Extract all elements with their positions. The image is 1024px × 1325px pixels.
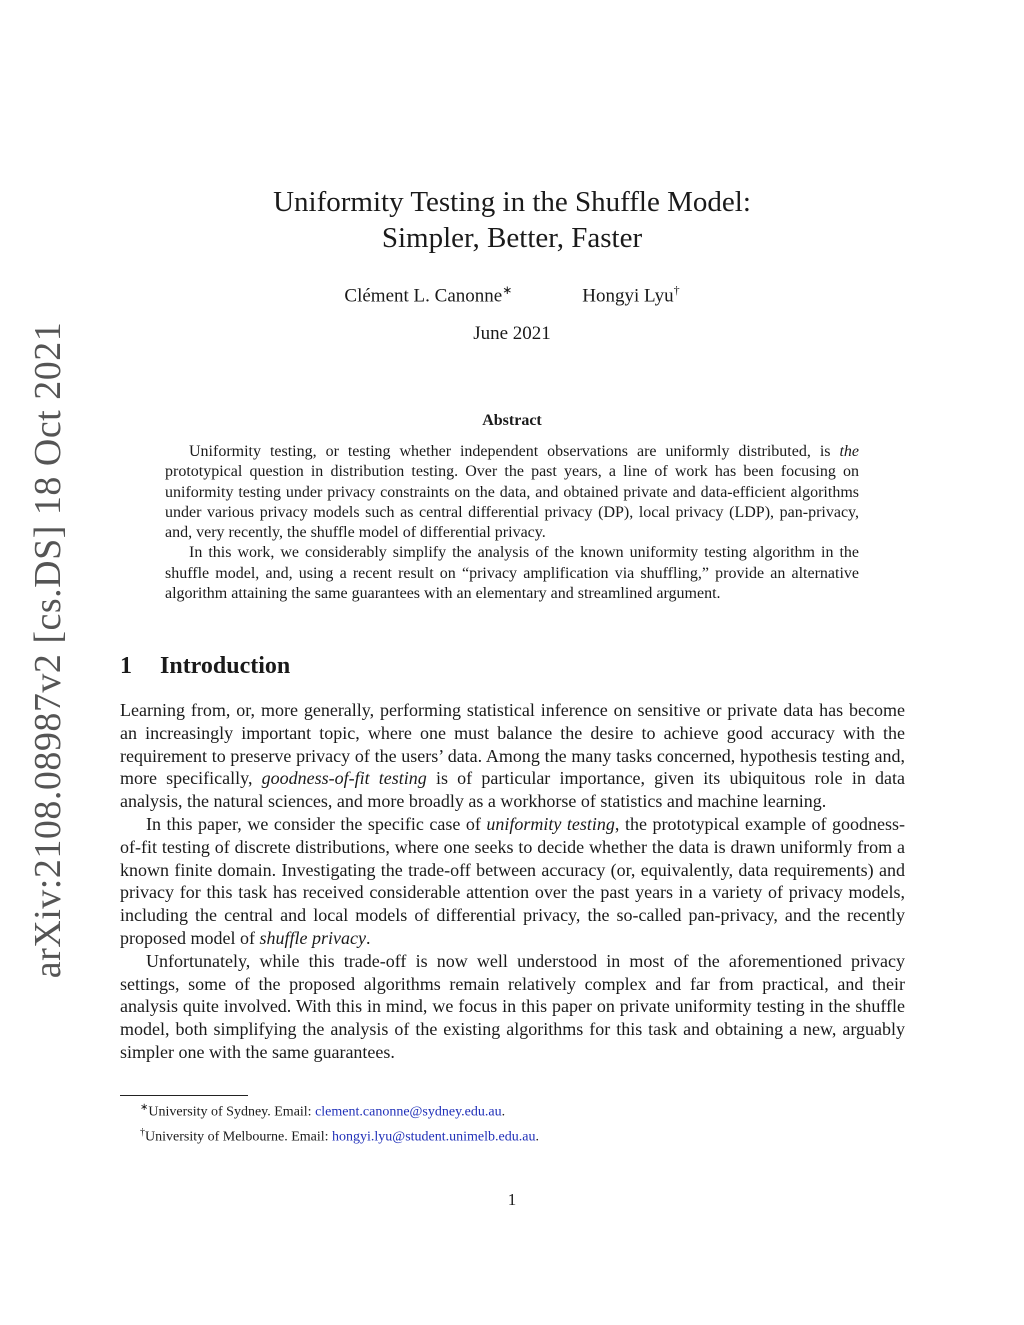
body-paragraph-2: In this paper, we consider the specific case of uniformity testing, the prototypical example of goodness-of-fit testing of discrete distributions, where one seeks to decide whether the data is drawn uniformly from a known finite domain. Investigating the trade-off between accuracy (or, equivalently, data requirements) and privacy for this task has received considerable attention over the past years in a variety of privacy models, including the central and local models of differential privacy, the so-called pan-privacy, and the recently proposed model of shuffle privacy.: [120, 813, 905, 948]
footnote-1: ∗University of Sydney. Email: clement.canonne@sydney.edu.au.: [140, 1102, 506, 1120]
section-title: Introduction: [160, 653, 291, 679]
abstract-heading: Abstract: [482, 412, 542, 429]
arxiv-identifier: arXiv:2108.08987v2 [cs.DS] 18 Oct 2021: [27, 321, 69, 979]
title-line-1: Uniformity Testing in the Shuffle Model:: [273, 186, 751, 218]
body-paragraph-1: Learning from, or, more generally, performing statistical inference on sensitive or private data has become an increasingly important topic, where one must balance the desire to achieve good accuracy with the requirement to preserve privacy of the users’ data. Among the many tasks concerned, hypothesis testing and, more specifically, goodness-of-fit testing is of particular importance, given its ubiquitous role in data analysis, the natural sciences, and more broadly as a workhorse of statistics and machine learning.: [120, 700, 905, 812]
abstract-body: [165, 442, 859, 604]
abstract-paragraph-2: In this work, we considerably simplify the analysis of the known uniformity testing algorithm in the shuffle model, and, using a recent result on “privacy amplification via shuffling,” provide an alternative algorithm attaining the same guarantees with an elementary and streamlined argument.: [165, 544, 859, 603]
abstract-paragraph-1: Uniformity testing, or testing whether independent observations are uniformly distributed, is the prototypical question in distribution testing. Over the past years, a line of work has been focusing on uniformity testing under privacy constraints on the data, and obtained private and data-efficient algorithms under various privacy models such as central differential privacy (DP), local privacy (LDP), pan-privacy, and, very recently, the shuffle model of differential privacy.: [165, 443, 859, 542]
section-number: 1: [120, 653, 132, 679]
author-2-mark: †: [673, 283, 680, 297]
page-number: 1: [507, 1190, 517, 1209]
footnote-divider: [120, 1095, 248, 1096]
introduction-body: [120, 699, 905, 1064]
section-heading: [120, 653, 290, 680]
author-list: [0, 283, 1024, 307]
footnote-2: †University of Melbourne. Email: hongyi.lyu@student.unimelb.edu.au.: [140, 1126, 539, 1145]
author-1-mark: ∗: [502, 283, 513, 297]
author-2: Hongyi Lyu†: [582, 283, 680, 307]
body-paragraph-3: Unfortunately, while this trade-off is now well understood in most of the aforementioned privacy settings, some of the proposed algorithms remain relatively complex and far from practical, and their analysis quite involved. With this in mind, we focus in this paper on private uniformity testing in the shuffle model, both simplifying the analysis of the existing algorithms for this task and obtaining a new, arguably simpler one with the same guarantees.: [120, 950, 905, 1062]
footnotes: [140, 1098, 539, 1147]
title-line-2: Simpler, Better, Faster: [381, 222, 643, 254]
footnote-1-email-link[interactable]: clement.canonne@sydney.edu.au: [315, 1104, 502, 1120]
author-1: Clément L. Canonne∗: [344, 283, 513, 307]
paper-date: June 2021: [473, 323, 551, 344]
footnote-2-email-link[interactable]: hongyi.lyu@student.unimelb.edu.au: [332, 1129, 536, 1145]
paper-title: [0, 184, 1024, 256]
